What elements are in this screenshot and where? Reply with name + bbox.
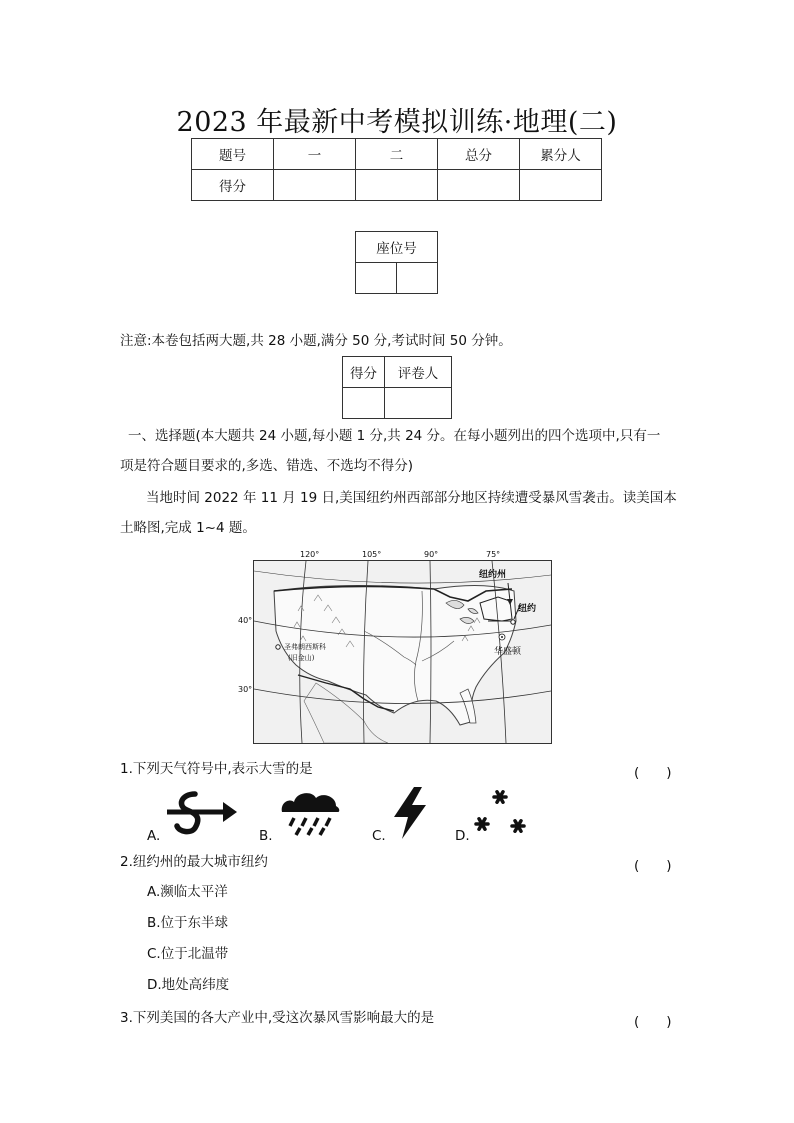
section1-heading-line1: 一、选择题(本大题共 24 小题,每小题 1 分,共 24 分。在每小题列出的四个选项中,只有一	[128, 428, 661, 444]
q1-option-d-label[interactable]: D.	[455, 828, 470, 844]
seat-table	[355, 231, 438, 294]
score-cell[interactable]	[520, 170, 602, 201]
exam-notice: 注意:本卷包括两大题,共 28 小题,满分 50 分,考试时间 50 分钟。	[120, 333, 512, 349]
score-header-cell: 一	[274, 139, 356, 170]
lat-label: 30°	[238, 685, 253, 694]
intro-line2: 土略图,完成 1~4 题。	[120, 520, 256, 536]
grader-name-label: 评卷人	[385, 357, 452, 388]
sf-sublabel: (旧金山)	[288, 654, 315, 662]
q2-stem: 2.纽约州的最大城市纽约	[120, 854, 268, 870]
q2-option-d[interactable]: D.地处高纬度	[147, 977, 230, 993]
grader-score-cell[interactable]	[343, 388, 385, 419]
heavy-snow-icon	[470, 788, 534, 842]
q2-option-b[interactable]: B.位于东半球	[147, 915, 229, 931]
q1-option-b-label[interactable]: B.	[259, 828, 273, 844]
score-table-header-row	[192, 139, 602, 170]
grader-score-label: 得分	[343, 357, 385, 388]
q1-stem: 1.下列天气符号中,表示大雪的是	[120, 761, 313, 777]
q1-option-c-label[interactable]: C.	[372, 828, 386, 844]
sf-label: 圣弗朗西斯科	[284, 643, 326, 651]
ny-city-label: 纽约	[518, 604, 537, 614]
seat-cell[interactable]	[397, 263, 438, 294]
score-header-cell: 二	[356, 139, 438, 170]
intro-line1: 当地时间 2022 年 11 月 19 日,美国纽约州西部部分地区持续遭受暴风雪袭击。读美国本	[146, 490, 677, 506]
q3-stem: 3.下列美国的各大产业中,受这次暴风雪影响最大的是	[120, 1010, 435, 1026]
dc-label: 华盛顿	[494, 647, 522, 657]
ny-state-label: 纽约州	[479, 570, 507, 580]
score-header-cell: 总分	[438, 139, 520, 170]
seat-label: 座位号	[356, 232, 438, 263]
lat-label: 40°	[238, 616, 253, 625]
grader-name-cell[interactable]	[385, 388, 452, 419]
section1-heading-line2: 项是符合题目要求的,多选、错选、不选均不得分)	[120, 458, 414, 474]
score-header-cell: 累分人	[520, 139, 602, 170]
score-header-cell: 题号	[192, 139, 274, 170]
score-row-label: 得分	[192, 170, 274, 201]
rain-cloud-icon	[278, 788, 342, 840]
score-table-row	[192, 170, 602, 201]
q3-answer-paren[interactable]: ( )	[634, 1014, 672, 1030]
usa-map	[253, 560, 552, 744]
q2-option-c[interactable]: C.位于北温带	[147, 946, 229, 962]
seat-cell[interactable]	[356, 263, 397, 294]
score-cell[interactable]	[274, 170, 356, 201]
page-title: 2023 年最新中考模拟训练·地理(二)	[176, 107, 618, 138]
lightning-icon	[390, 787, 430, 843]
grader-table	[342, 356, 452, 419]
q1-option-a-label[interactable]: A.	[147, 828, 161, 844]
lon-label: 105°	[362, 550, 382, 559]
q2-option-a[interactable]: A.濒临太平洋	[147, 884, 228, 900]
q1-answer-paren[interactable]: ( )	[634, 765, 672, 781]
score-cell[interactable]	[438, 170, 520, 201]
lon-label: 90°	[424, 550, 439, 559]
lon-label: 120°	[300, 550, 320, 559]
lon-label: 75°	[486, 550, 501, 559]
score-cell[interactable]	[356, 170, 438, 201]
sandstorm-icon	[165, 788, 239, 842]
q2-answer-paren[interactable]: ( )	[634, 858, 672, 874]
score-table	[191, 138, 602, 201]
